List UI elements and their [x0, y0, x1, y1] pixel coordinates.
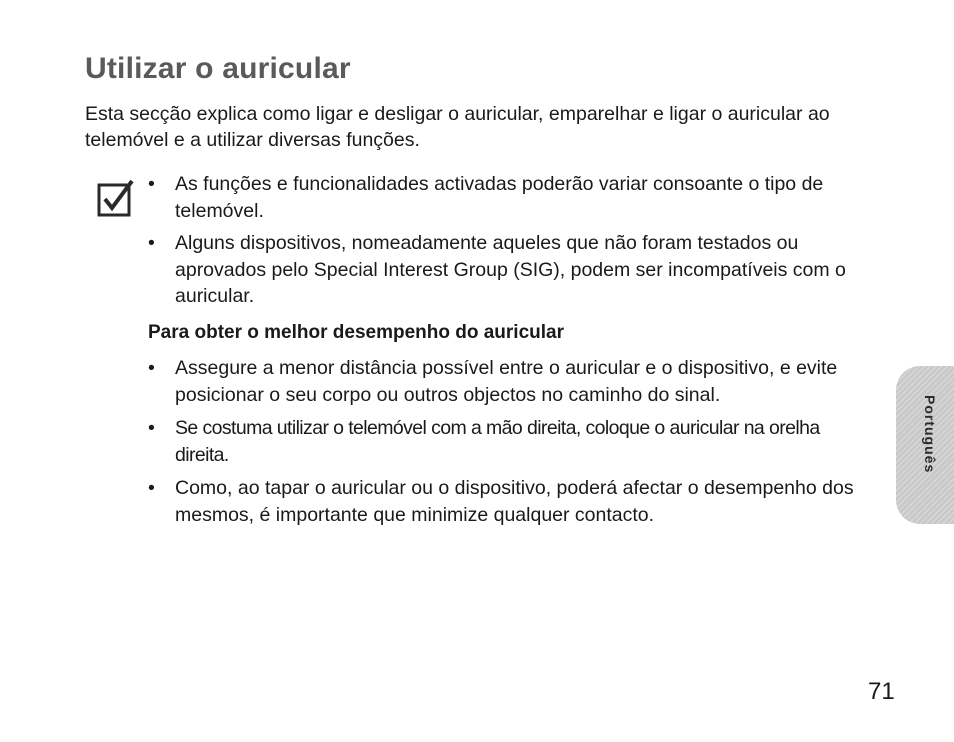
tips-heading: Para obter o melhor desempenho do auricular: [148, 322, 564, 343]
list-item: [148, 171, 848, 224]
note-text: As funções e funcionalidades activadas poderão variar consoante o tipo de telemóvel.: [175, 173, 824, 222]
note-text: Alguns dispositivos, nomeadamente aqueles que não foram testados ou aprovados pelo Special Interest Group (SIG), podem ser incompatíveis com o auricular.: [175, 232, 846, 307]
page-title: Utilizar o auricular: [85, 52, 351, 85]
tips-list: [148, 355, 868, 535]
list-item: [148, 230, 848, 310]
language-tab-label: Português: [922, 395, 938, 474]
tip-text: Assegure a menor distância possível entre o auricular e o dispositivo, e evite posicionar o seu corpo ou outros objectos no caminho do sinal.: [175, 357, 838, 406]
bullet: •: [148, 477, 155, 499]
bullet: •: [148, 417, 155, 439]
list-item: [148, 475, 868, 528]
tip-text: Se costuma utilizar o telemóvel com a mão direita, coloque o auricular na orelha direita.: [175, 417, 820, 466]
bullet: •: [148, 357, 155, 379]
list-item: [148, 355, 868, 408]
checkbox-note-icon: [97, 178, 137, 218]
bullet: •: [148, 232, 155, 254]
notes-list: [148, 171, 848, 316]
list-item: [148, 415, 868, 468]
intro-paragraph: Esta secção explica como ligar e desligar o auricular, emparelhar e ligar o auricular ao telemóvel e a utilizar diversas funções.: [85, 103, 830, 151]
tip-text: Como, ao tapar o auricular ou o dispositivo, poderá afectar o desempenho dos mesmos, é importante que minimize qualquer contacto.: [175, 477, 854, 526]
page-number: 71: [868, 678, 895, 705]
bullet: •: [148, 173, 155, 195]
